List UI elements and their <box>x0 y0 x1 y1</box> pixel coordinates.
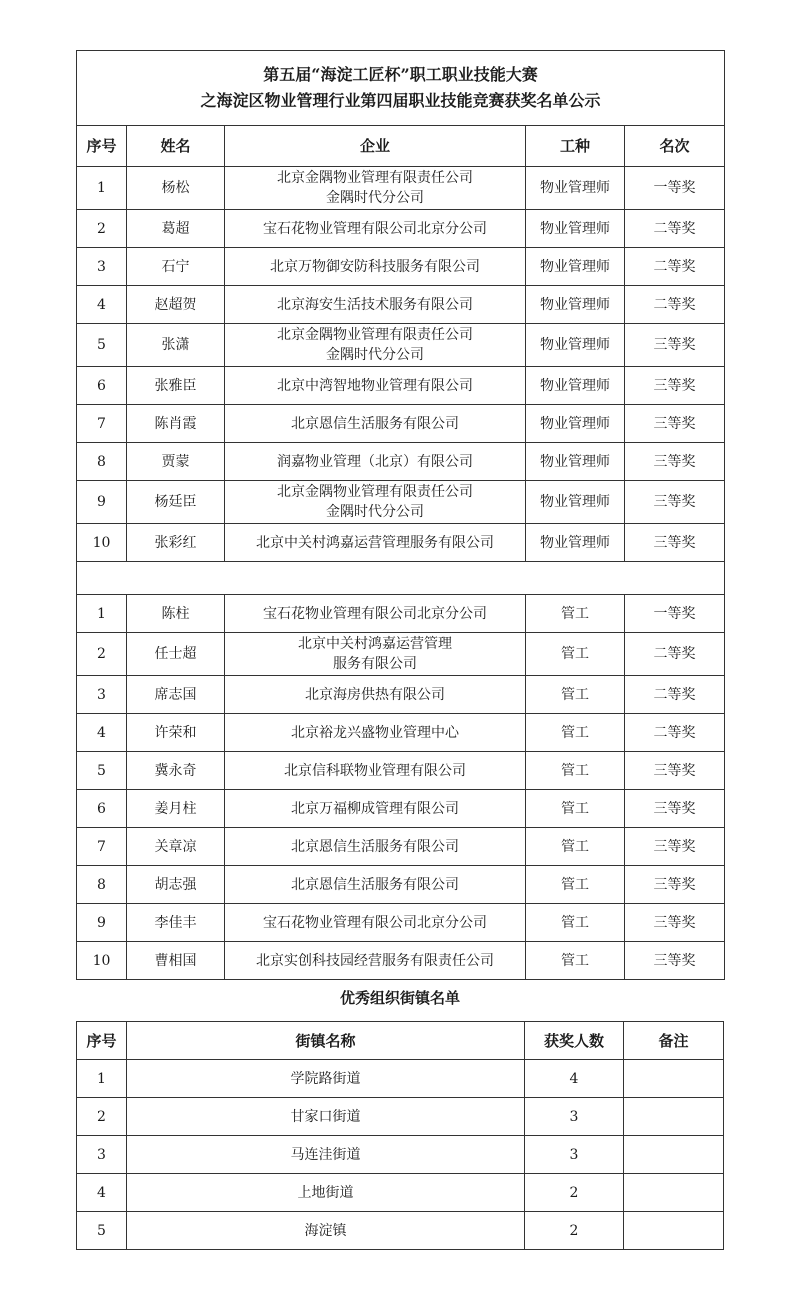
award-rank: 三等奖 <box>625 481 725 524</box>
row-number: 3 <box>77 676 127 714</box>
person-name: 杨松 <box>127 167 225 210</box>
header-name: 姓名 <box>127 126 225 167</box>
trade-name: 管工 <box>526 828 625 866</box>
person-name: 张潇 <box>127 324 225 367</box>
award-rank: 二等奖 <box>625 714 725 752</box>
row-number: 2 <box>77 210 127 248</box>
award-rank: 一等奖 <box>625 167 725 210</box>
person-name: 赵超贺 <box>127 286 225 324</box>
company-name: 北京万物御安防科技服务有限公司 <box>225 248 526 286</box>
table-row <box>77 595 725 633</box>
row-number: 7 <box>77 405 127 443</box>
org-header-note: 备注 <box>624 1022 724 1060</box>
row-number: 10 <box>77 524 127 562</box>
town-name: 学院路街道 <box>127 1060 525 1098</box>
row-number: 4 <box>77 714 127 752</box>
trade-name: 物业管理师 <box>526 481 625 524</box>
company-name: 北京中湾智地物业管理有限公司 <box>225 367 526 405</box>
company-name: 北京恩信生活服务有限公司 <box>225 828 526 866</box>
row-number: 1 <box>77 1060 127 1098</box>
award-count: 4 <box>525 1060 624 1098</box>
award-rank: 三等奖 <box>625 904 725 942</box>
title-row <box>77 51 725 126</box>
table-row <box>77 752 725 790</box>
award-rank: 三等奖 <box>625 367 725 405</box>
award-rank: 二等奖 <box>625 676 725 714</box>
person-name: 关章凉 <box>127 828 225 866</box>
trade-name: 物业管理师 <box>526 210 625 248</box>
table-row <box>77 904 725 942</box>
company-name: 北京信科联物业管理有限公司 <box>225 752 526 790</box>
person-name: 许荣和 <box>127 714 225 752</box>
remark <box>624 1136 724 1174</box>
award-rank: 三等奖 <box>625 752 725 790</box>
trade-name: 管工 <box>526 676 625 714</box>
organizations-table <box>76 1021 724 1250</box>
person-name: 石宁 <box>127 248 225 286</box>
town-name: 马连洼街道 <box>127 1136 525 1174</box>
table-row <box>77 942 725 980</box>
trade-name: 物业管理师 <box>526 324 625 367</box>
organizations-title: 优秀组织街镇名单 <box>339 989 460 1007</box>
company-name: 北京中关村鸿嘉运营管理 服务有限公司 <box>225 633 526 676</box>
header-row <box>77 126 725 167</box>
trade-name: 物业管理师 <box>526 167 625 210</box>
group-separator-row <box>77 562 725 595</box>
row-number: 5 <box>77 1212 127 1250</box>
award-rank: 二等奖 <box>625 210 725 248</box>
row-number: 8 <box>77 866 127 904</box>
table-row <box>77 524 725 562</box>
table-row <box>77 210 725 248</box>
trade-name: 物业管理师 <box>526 367 625 405</box>
person-name: 张彩红 <box>127 524 225 562</box>
row-number: 9 <box>77 904 127 942</box>
award-rank: 一等奖 <box>625 595 725 633</box>
remark <box>624 1174 724 1212</box>
header-company: 企业 <box>225 126 526 167</box>
town-name: 海淀镇 <box>127 1212 525 1250</box>
award-rank: 二等奖 <box>625 286 725 324</box>
person-name: 曹相国 <box>127 942 225 980</box>
company-name: 北京金隅物业管理有限责任公司 金隅时代分公司 <box>225 167 526 210</box>
row-number: 2 <box>77 633 127 676</box>
award-rank: 三等奖 <box>625 405 725 443</box>
row-number: 7 <box>77 828 127 866</box>
company-name: 宝石花物业管理有限公司北京分公司 <box>225 210 526 248</box>
award-count: 3 <box>525 1136 624 1174</box>
company-name: 北京金隅物业管理有限责任公司 金隅时代分公司 <box>225 481 526 524</box>
trade-name: 物业管理师 <box>526 443 625 481</box>
award-rank: 三等奖 <box>625 524 725 562</box>
table-row <box>77 714 725 752</box>
table-row <box>77 1212 724 1250</box>
table-row <box>77 167 725 210</box>
town-name: 上地街道 <box>127 1174 525 1212</box>
person-name: 冀永奇 <box>127 752 225 790</box>
document-title <box>77 51 725 126</box>
award-rank: 三等奖 <box>625 324 725 367</box>
town-name: 甘家口街道 <box>127 1098 525 1136</box>
title-line-2: 之海淀区物业管理行业第四届职业技能竞赛获奖名单公示 <box>200 91 601 110</box>
person-name: 陈柱 <box>127 595 225 633</box>
person-name: 贾蒙 <box>127 443 225 481</box>
company-name: 宝石花物业管理有限公司北京分公司 <box>225 595 526 633</box>
row-number: 3 <box>77 248 127 286</box>
company-name: 宝石花物业管理有限公司北京分公司 <box>225 904 526 942</box>
trade-name: 管工 <box>526 790 625 828</box>
person-name: 葛超 <box>127 210 225 248</box>
table-row <box>77 367 725 405</box>
award-rank: 二等奖 <box>625 248 725 286</box>
award-rank: 二等奖 <box>625 633 725 676</box>
company-name: 北京万福柳成管理有限公司 <box>225 790 526 828</box>
table-row <box>77 405 725 443</box>
trade-name: 物业管理师 <box>526 405 625 443</box>
table-row <box>77 676 725 714</box>
table-row <box>77 248 725 286</box>
trade-name: 管工 <box>526 866 625 904</box>
table-row <box>77 443 725 481</box>
company-name: 北京恩信生活服务有限公司 <box>225 405 526 443</box>
remark <box>624 1098 724 1136</box>
award-rank: 三等奖 <box>625 866 725 904</box>
row-number: 6 <box>77 790 127 828</box>
person-name: 姜月柱 <box>127 790 225 828</box>
person-name: 陈肖霞 <box>127 405 225 443</box>
title-line-1: 第五届“海淀工匠杯”职工职业技能大赛 <box>263 65 538 84</box>
header-rank: 名次 <box>625 126 725 167</box>
trade-name: 管工 <box>526 942 625 980</box>
table-row <box>77 633 725 676</box>
row-number: 1 <box>77 167 127 210</box>
trade-name: 管工 <box>526 714 625 752</box>
person-name: 李佳丰 <box>127 904 225 942</box>
person-name: 杨廷臣 <box>127 481 225 524</box>
trade-name: 管工 <box>526 595 625 633</box>
empty-separator-cell <box>77 562 725 595</box>
row-number: 5 <box>77 752 127 790</box>
award-rank: 三等奖 <box>625 828 725 866</box>
row-number: 3 <box>77 1136 127 1174</box>
award-rank: 三等奖 <box>625 443 725 481</box>
company-name: 北京裕龙兴盛物业管理中心 <box>225 714 526 752</box>
winners-table <box>76 50 725 980</box>
table-row <box>77 1098 724 1136</box>
trade-name: 管工 <box>526 633 625 676</box>
remark <box>624 1060 724 1098</box>
table-row <box>77 1060 724 1098</box>
award-rank: 三等奖 <box>625 942 725 980</box>
org-header-count: 获奖人数 <box>525 1022 624 1060</box>
row-number: 9 <box>77 481 127 524</box>
row-number: 1 <box>77 595 127 633</box>
row-number: 8 <box>77 443 127 481</box>
company-name: 北京实创科技园经营服务有限责任公司 <box>225 942 526 980</box>
person-name: 张雅臣 <box>127 367 225 405</box>
org-header-row <box>77 1022 724 1060</box>
company-name: 北京恩信生活服务有限公司 <box>225 866 526 904</box>
header-trade: 工种 <box>526 126 625 167</box>
trade-name: 物业管理师 <box>526 248 625 286</box>
org-header-town: 街镇名称 <box>127 1022 525 1060</box>
person-name: 胡志强 <box>127 866 225 904</box>
company-name: 北京金隅物业管理有限责任公司 金隅时代分公司 <box>225 324 526 367</box>
trade-name: 管工 <box>526 904 625 942</box>
row-number: 10 <box>77 942 127 980</box>
row-number: 4 <box>77 1174 127 1212</box>
row-number: 5 <box>77 324 127 367</box>
person-name: 任士超 <box>127 633 225 676</box>
table-row <box>77 1136 724 1174</box>
table-row <box>77 481 725 524</box>
header-no: 序号 <box>77 126 127 167</box>
award-count: 2 <box>525 1212 624 1250</box>
row-number: 6 <box>77 367 127 405</box>
trade-name: 物业管理师 <box>526 286 625 324</box>
table-row <box>77 324 725 367</box>
award-rank: 三等奖 <box>625 790 725 828</box>
table-row <box>77 828 725 866</box>
org-header-no: 序号 <box>77 1022 127 1060</box>
company-name: 北京中关村鸿嘉运营管理服务有限公司 <box>225 524 526 562</box>
award-count: 3 <box>525 1098 624 1136</box>
company-name: 北京海房供热有限公司 <box>225 676 526 714</box>
remark <box>624 1212 724 1250</box>
row-number: 2 <box>77 1098 127 1136</box>
company-name: 北京海安生活技术服务有限公司 <box>225 286 526 324</box>
company-name: 润嘉物业管理（北京）有限公司 <box>225 443 526 481</box>
trade-name: 物业管理师 <box>526 524 625 562</box>
person-name: 席志国 <box>127 676 225 714</box>
row-number: 4 <box>77 286 127 324</box>
award-count: 2 <box>525 1174 624 1212</box>
table-row <box>77 286 725 324</box>
table-row <box>77 866 725 904</box>
table-row <box>77 1174 724 1212</box>
table-row <box>77 790 725 828</box>
trade-name: 管工 <box>526 752 625 790</box>
